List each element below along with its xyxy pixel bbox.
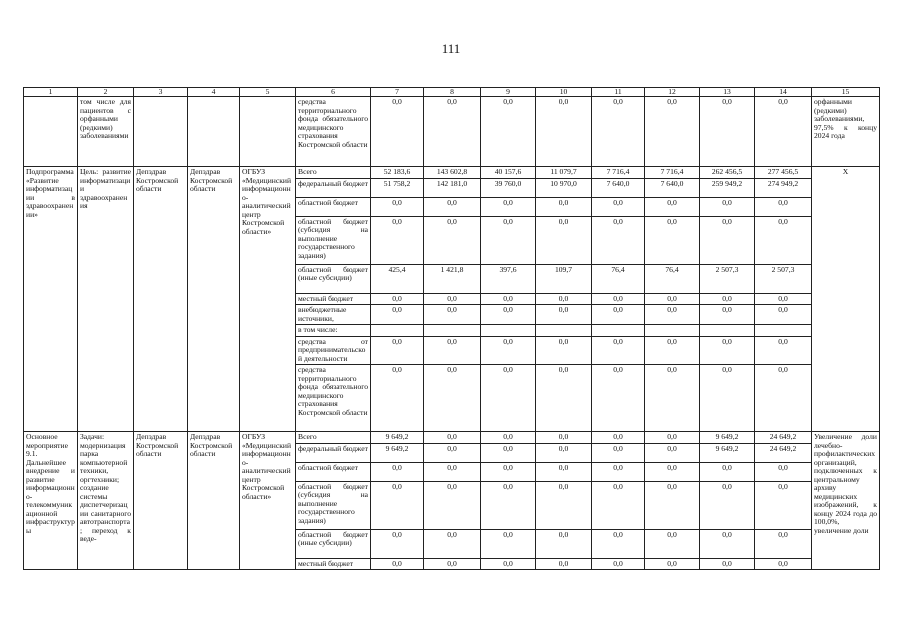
subprogram-value: 0,0 [371, 197, 424, 216]
measure-value: 0,0 [592, 462, 645, 481]
measure-value: 0,0 [424, 529, 481, 558]
subprogram-value: 425,4 [371, 264, 424, 293]
measure-value: 0,0 [481, 443, 536, 462]
measure-value: 24 649,2 [755, 443, 812, 462]
measure-source: местный бюджет [296, 558, 371, 570]
subprogram-value [371, 325, 424, 337]
subprogram-value: 0,0 [481, 336, 536, 365]
subprogram-value: 0,0 [700, 305, 755, 325]
measure-value: 0,0 [371, 558, 424, 570]
subprogram-value: 0,0 [481, 197, 536, 216]
measure-value: 0,0 [755, 529, 812, 558]
subprogram-value: 2 507,3 [755, 264, 812, 293]
subprogram-value: 0,0 [481, 293, 536, 305]
subprogram-value: 274 949,2 [755, 178, 812, 197]
subprogram-source: областной бюджет [296, 197, 371, 216]
subprogram-name: Подпрограмма «Развитие информатизации в здравоохранении» [24, 167, 78, 432]
measure-value: 0,0 [481, 462, 536, 481]
cont-value: 0,0 [481, 97, 536, 167]
header-cell: 6 [296, 88, 371, 97]
subprogram-value [481, 325, 536, 337]
subprogram-value: 0,0 [371, 365, 424, 432]
header-cell: 14 [755, 88, 812, 97]
subprogram-value: 0,0 [536, 293, 592, 305]
measure-value: 0,0 [592, 558, 645, 570]
subprogram-source: областной бюджет (субсидия на выполнение государственного задания) [296, 216, 371, 264]
subprogram-value: 1 421,8 [424, 264, 481, 293]
subprogram-source: Всего [296, 167, 371, 179]
measure-source: областной бюджет [296, 462, 371, 481]
subprogram-value: 0,0 [424, 305, 481, 325]
header-cell: 12 [645, 88, 700, 97]
measure-value: 9 649,2 [700, 432, 755, 444]
cont-col5 [240, 97, 296, 167]
subprogram-value: 11 079,7 [536, 167, 592, 179]
subprogram-value: 0,0 [424, 336, 481, 365]
cont-source: средства территориального фонда обязательного медицинского страхования Костромской области [296, 97, 371, 167]
subprogram-value: 0,0 [592, 293, 645, 305]
cont-value: 0,0 [424, 97, 481, 167]
subprogram-value: 0,0 [424, 293, 481, 305]
header-row [24, 88, 880, 97]
cont-value: 0,0 [645, 97, 700, 167]
header-cell: 2 [78, 88, 134, 97]
subprogram-source: областной бюджет (иные субсидии) [296, 264, 371, 293]
subprogram-value: 0,0 [371, 293, 424, 305]
subprogram-value: 39 760,0 [481, 178, 536, 197]
subprogram-value: 0,0 [700, 365, 755, 432]
measure-value: 0,0 [700, 558, 755, 570]
measure-value: 0,0 [592, 443, 645, 462]
measure-value: 0,0 [592, 481, 645, 529]
subprogram-value: 0,0 [592, 305, 645, 325]
measure-value: 0,0 [645, 529, 700, 558]
subprogram-value: 259 949,2 [700, 178, 755, 197]
measure-value: 0,0 [481, 529, 536, 558]
measure-value: 0,0 [481, 432, 536, 444]
subprogram-value: 0,0 [536, 336, 592, 365]
measure-value: 0,0 [481, 481, 536, 529]
subprogram-value: 0,0 [536, 305, 592, 325]
measure-value: 0,0 [592, 529, 645, 558]
measure-value: 0,0 [371, 481, 424, 529]
subprogram-source: средства территориального фонда обязательного медицинского страхования Костромской области [296, 365, 371, 432]
measure-value: 0,0 [755, 481, 812, 529]
measure-value: 9 649,2 [371, 432, 424, 444]
subprogram-value: 76,4 [592, 264, 645, 293]
subprogram-value: 52 183,6 [371, 167, 424, 179]
subprogram-value: 0,0 [645, 365, 700, 432]
subprogram-row [24, 167, 880, 179]
cont-indicator: орфанными (редкими) заболеваниями, 97,5% к концу 2024 года [812, 97, 880, 167]
header-cell: 15 [812, 88, 880, 97]
measure-goal: Задачи: модернизация парка компьютерной техники, оргтехники; создание системы диспетчеризации санитарного автотранспорта; переход к веде- [78, 432, 134, 570]
cont-value: 0,0 [371, 97, 424, 167]
subprogram-value: 142 181,0 [424, 178, 481, 197]
subprogram-value: 2 507,3 [700, 264, 755, 293]
subprogram-value: 0,0 [371, 216, 424, 264]
subprogram-executor: ОГБУЗ «Медицинский информационно-аналитический центр Костромской области» [240, 167, 296, 432]
subprogram-value [536, 325, 592, 337]
header-cell: 5 [240, 88, 296, 97]
header-cell: 4 [188, 88, 240, 97]
measure-source: областной бюджет (субсидия на выполнение государственного задания) [296, 481, 371, 529]
subprogram-value: 0,0 [645, 305, 700, 325]
subprogram-value: 0,0 [755, 365, 812, 432]
header-cell: 13 [700, 88, 755, 97]
subprogram-value: 0,0 [536, 365, 592, 432]
header-cell: 10 [536, 88, 592, 97]
cont-value: 0,0 [536, 97, 592, 167]
measure-value: 0,0 [700, 481, 755, 529]
measure-value: 0,0 [371, 462, 424, 481]
measure-value: 0,0 [424, 558, 481, 570]
subprogram-value: 0,0 [700, 216, 755, 264]
subprogram-value: 0,0 [755, 293, 812, 305]
subprogram-value [645, 325, 700, 337]
measure-value: 0,0 [645, 432, 700, 444]
subprogram-value: 76,4 [645, 264, 700, 293]
subprogram-source: внебюджетные источники, [296, 305, 371, 325]
measure-value: 9 649,2 [700, 443, 755, 462]
subprogram-value: 0,0 [700, 197, 755, 216]
measure-coexecutor: Депздрав Костромской области [188, 432, 240, 570]
subprogram-value [755, 325, 812, 337]
subprogram-source: местный бюджет [296, 293, 371, 305]
measure-value: 0,0 [536, 481, 592, 529]
subprogram-indicator: Х [812, 167, 880, 432]
measure-value: 0,0 [424, 462, 481, 481]
header-cell: 1 [24, 88, 78, 97]
subprogram-value: 143 602,8 [424, 167, 481, 179]
subprogram-value: 7 716,4 [592, 167, 645, 179]
measure-value: 0,0 [536, 558, 592, 570]
subprogram-source: федеральный бюджет [296, 178, 371, 197]
subprogram-value: 0,0 [755, 216, 812, 264]
subprogram-value: 277 456,5 [755, 167, 812, 179]
subprogram-value: 0,0 [481, 365, 536, 432]
measure-value: 0,0 [536, 432, 592, 444]
subprogram-value: 397,6 [481, 264, 536, 293]
subprogram-value [592, 325, 645, 337]
cont-value: 0,0 [700, 97, 755, 167]
subprogram-value: 0,0 [424, 365, 481, 432]
cont-goal: том числе для пациентов с орфанными (редкими) заболеваниями [78, 97, 134, 167]
measure-value: 0,0 [645, 481, 700, 529]
measure-source: областной бюджет (иные субсидии) [296, 529, 371, 558]
subprogram-value: 0,0 [645, 216, 700, 264]
measure-value: 0,0 [536, 462, 592, 481]
cont-col4 [188, 97, 240, 167]
subprogram-goal: Цель: развитие информатизации здравоохранения [78, 167, 134, 432]
subprogram-value: 7 640,0 [645, 178, 700, 197]
measure-indicator: Увеличение доли лечебно-профилактических организаций, подключенных к центральному архиву медицинских изображений, к концу 2024 года до 100,0%, увеличение доли [812, 432, 880, 570]
subprogram-value: 0,0 [645, 336, 700, 365]
measure-value: 0,0 [424, 481, 481, 529]
measure-value: 0,0 [424, 443, 481, 462]
subprogram-value: 0,0 [481, 305, 536, 325]
subprogram-value: 0,0 [755, 197, 812, 216]
header-cell: 3 [134, 88, 188, 97]
subprogram-value: 262 456,5 [700, 167, 755, 179]
measure-name: Основное мероприятие 9.1. Дальнейшее внедрение и развитие информационно-телекоммуникационной инфраструктуры [24, 432, 78, 570]
measure-executor: ОГБУЗ «Медицинский информационно-аналитический центр Костромской области» [240, 432, 296, 570]
measure-value: 0,0 [645, 443, 700, 462]
measure-value: 0,0 [481, 558, 536, 570]
page-number: 111 [441, 41, 461, 56]
cont-value: 0,0 [592, 97, 645, 167]
measure-value: 0,0 [645, 462, 700, 481]
measure-value: 0,0 [536, 443, 592, 462]
measure-value: 0,0 [592, 432, 645, 444]
measure-value: 0,0 [645, 558, 700, 570]
subprogram-value: 10 970,0 [536, 178, 592, 197]
measure-value: 0,0 [755, 558, 812, 570]
cont-value: 0,0 [755, 97, 812, 167]
subprogram-value: 0,0 [700, 336, 755, 365]
subprogram-value: 0,0 [592, 197, 645, 216]
subprogram-value: 0,0 [424, 216, 481, 264]
subprogram-value: 0,0 [645, 293, 700, 305]
measure-value: 0,0 [755, 462, 812, 481]
subprogram-value: 0,0 [536, 197, 592, 216]
subprogram-source: средства от предпринимательской деятельности [296, 336, 371, 365]
header-cell: 8 [424, 88, 481, 97]
measure-value: 0,0 [371, 529, 424, 558]
measure-responsible: Депздрав Костромской области [134, 432, 188, 570]
subprogram-source: в том числе: [296, 325, 371, 337]
subprogram-value: 0,0 [371, 305, 424, 325]
subprogram-value: 0,0 [700, 293, 755, 305]
subprogram-value: 0,0 [481, 216, 536, 264]
measure-value: 0,0 [700, 529, 755, 558]
cont-col1 [24, 97, 78, 167]
cont-col3 [134, 97, 188, 167]
subprogram-responsible: Депздрав Костромской области [134, 167, 188, 432]
budget-table [23, 87, 880, 570]
subprogram-value: 0,0 [755, 336, 812, 365]
measure-value: 24 649,2 [755, 432, 812, 444]
subprogram-value: 0,0 [592, 216, 645, 264]
subprogram-value: 0,0 [424, 197, 481, 216]
measure-value: 9 649,2 [371, 443, 424, 462]
continuation-row [24, 97, 880, 167]
measure-source: Всего [296, 432, 371, 444]
table-body [24, 88, 880, 570]
subprogram-coexecutor: Депздрав Костромской области [188, 167, 240, 432]
subprogram-value: 51 758,2 [371, 178, 424, 197]
subprogram-value [700, 325, 755, 337]
subprogram-value: 40 157,6 [481, 167, 536, 179]
subprogram-value [424, 325, 481, 337]
subprogram-value: 0,0 [645, 197, 700, 216]
subprogram-value: 0,0 [592, 365, 645, 432]
subprogram-value: 109,7 [536, 264, 592, 293]
measure-row [24, 432, 880, 444]
measure-value: 0,0 [700, 462, 755, 481]
header-cell: 9 [481, 88, 536, 97]
header-cell: 7 [371, 88, 424, 97]
subprogram-value: 0,0 [371, 336, 424, 365]
subprogram-value: 0,0 [592, 336, 645, 365]
measure-source: федеральный бюджет [296, 443, 371, 462]
subprogram-value: 0,0 [536, 216, 592, 264]
measure-value: 0,0 [424, 432, 481, 444]
measure-value: 0,0 [536, 529, 592, 558]
subprogram-value: 0,0 [755, 305, 812, 325]
subprogram-value: 7 716,4 [645, 167, 700, 179]
header-cell: 11 [592, 88, 645, 97]
subprogram-value: 7 640,0 [592, 178, 645, 197]
